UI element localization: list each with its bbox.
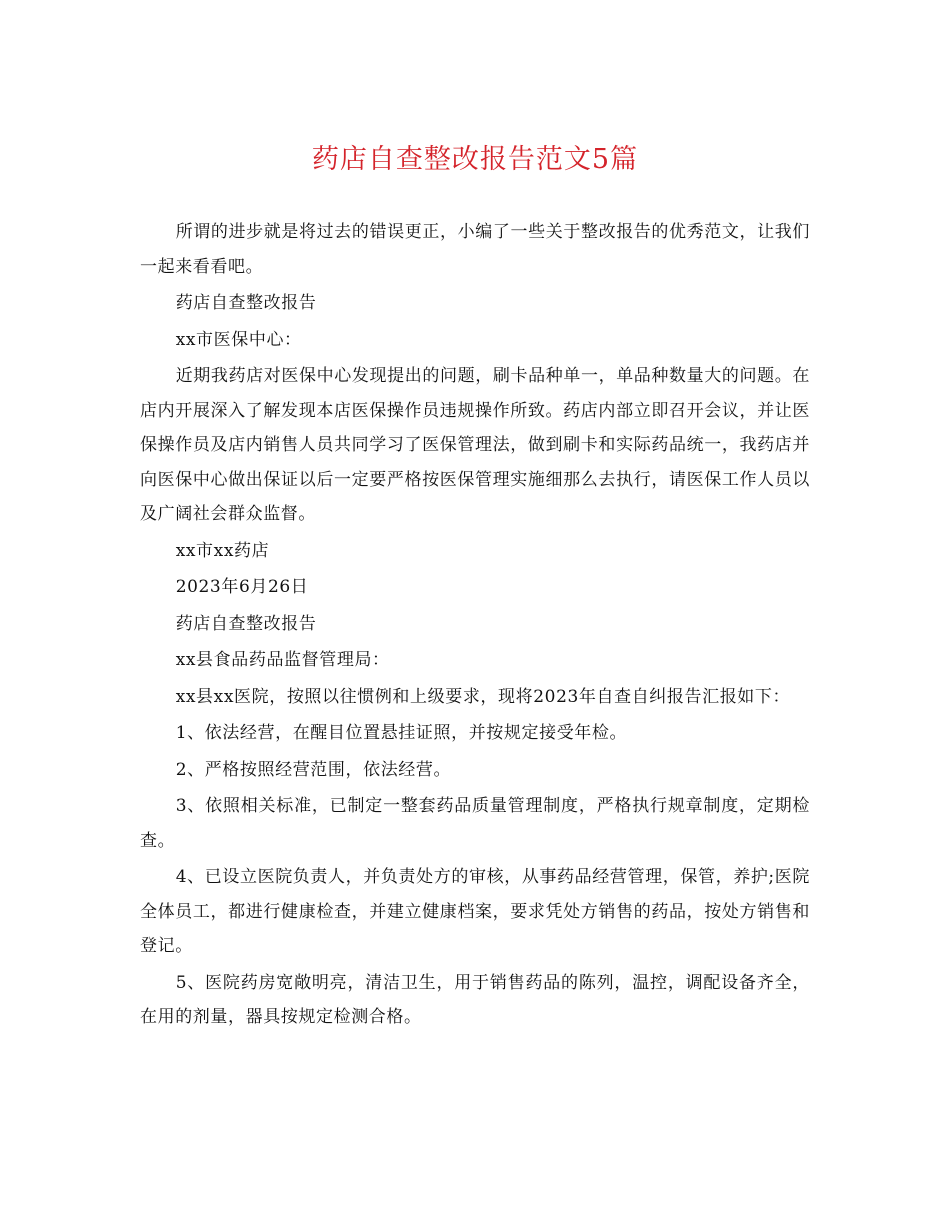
document-title: 药店自查整改报告范文5篇 — [311, 144, 639, 175]
paragraph: xx市xx药店 — [175, 540, 270, 561]
paragraph: xx市医保中心： — [175, 329, 302, 350]
paragraph: 4、已设立医院负责人，并负责处方的审核，从事药品经营管理，保管，养护;医院全体员工，都进行健康检查，并建立健康档案，要求凭处方销售的药品，按处方销售和登记。 — [140, 867, 810, 956]
paragraph: 2、严格按照经营范围，依法经营。 — [175, 759, 452, 780]
paragraph: 所谓的进步就是将过去的错误更正，小编了一些关于整改报告的优秀范文，让我们一起来看看吧。 — [140, 222, 810, 277]
paragraph: 3、依照相关标准，已制定一整套药品质量管理制度，严格执行规章制度，定期检查。 — [140, 796, 810, 851]
paragraph: 药店自查整改报告 — [175, 613, 317, 634]
paragraph: 药店自查整改报告 — [175, 293, 317, 313]
paragraph: 2023年6月26日 — [175, 577, 309, 597]
paragraph: 5、医院药房宽敞明亮，清洁卫生，用于销售药品的陈列，温控，调配设备齐全，在用的剂量，器具按规定检测合格。 — [140, 972, 810, 1027]
document-body — [140, 215, 810, 1037]
paragraph: xx县xx医院，按照以往惯例和上级要求，现将2023年自查自纠报告汇报如下： — [175, 686, 791, 707]
paragraph: 近期我药店对医保中心发现提出的问题，刷卡品种单一，单品种数量大的问题。在店内开展深入了解发现本店医保操作员违规操作所致。药店内部立即召开会议，并让医保操作员及店内销售人员共同学习了医保管理法，做到刷卡和实际药品统一，我药店并向医保中心做出保证以后一定要严格按医保管理实施细那么去执行，请医保工作人员以及广阔社会群众监督。 — [140, 366, 810, 524]
paragraph: xx县食品药品监督管理局： — [175, 650, 390, 670]
paragraph: 1、依法经营，在醒目位置悬挂证照，并按规定接受年检。 — [175, 723, 628, 743]
